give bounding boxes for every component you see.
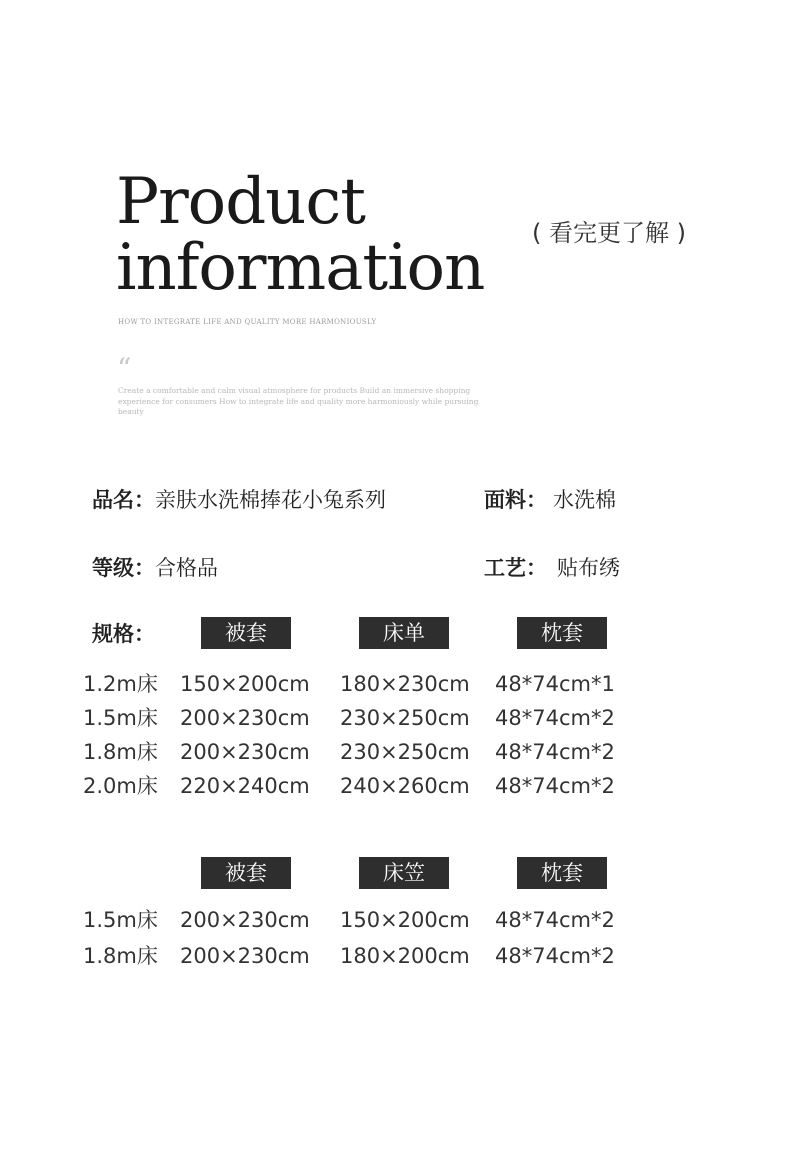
craft-label: 工艺： [484,556,547,580]
pillowcase-size: 48*74cm*1 [495,672,615,696]
duvet-size: 200×230cm [180,908,310,932]
product-name-label: 品名： [92,488,155,512]
table2-header-pillowcase: 枕套 [517,857,607,889]
read-more-label: ( 看完更了解 ) [532,219,686,247]
pillowcase-size: 48*74cm*2 [495,944,615,968]
bed-size: 1.8m床 [83,740,158,764]
spec-label-text: 规格： [92,622,155,646]
fabric-label: 面料： [484,488,547,512]
table1-row [83,703,683,733]
table2-header-duvet: 被套 [201,857,291,889]
sheet-size: 230×250cm [340,740,470,764]
pillowcase-size: 48*74cm*2 [495,706,615,730]
grade [92,552,218,582]
duvet-size: 200×230cm [180,740,310,764]
duvet-size: 200×230cm [180,706,310,730]
table1-row [83,771,683,801]
title-line-1: Product [116,165,365,239]
fabric-value: 水洗棉 [553,488,616,512]
fitted-sheet-size: 150×200cm [340,908,470,932]
bed-size: 1.8m床 [83,944,158,968]
table1-header-pillowcase: 枕套 [517,617,607,649]
sheet-size: 240×260cm [340,774,470,798]
tagline: HOW TO INTEGRATE LIFE AND QUALITY MORE HARMONIOUSLY [118,318,377,326]
product-name [92,484,386,514]
duvet-size: 220×240cm [180,774,310,798]
description-text: Create a comfortable and calm visual atmosphere for products Build an immersive shopping experience for consumers How to integrate life and quality more harmoniously while pursuing beauty [118,386,479,416]
spec-label [92,618,155,648]
table1-row [83,669,683,699]
table1-header-sheet: 床单 [359,617,449,649]
bed-size: 1.2m床 [83,672,158,696]
duvet-size: 150×200cm [180,672,310,696]
fitted-sheet-size: 180×200cm [340,944,470,968]
table2-header-fitted-sheet: 床笠 [359,857,449,889]
duvet-size: 200×230cm [180,944,310,968]
craft [484,552,620,582]
table1-row [83,737,683,767]
fabric [484,484,616,514]
craft-value: 贴布绣 [557,556,620,580]
pillowcase-size: 48*74cm*2 [495,774,615,798]
grade-label: 等级： [92,556,155,580]
bed-size: 1.5m床 [83,908,158,932]
table2-row [83,905,683,935]
bed-size: 2.0m床 [83,774,158,798]
table2-row [83,941,683,971]
grade-value: 合格品 [155,556,218,580]
table1-header-duvet: 被套 [201,617,291,649]
product-name-value: 亲肤水洗棉捧花小兔系列 [155,488,386,512]
pillowcase-size: 48*74cm*2 [495,740,615,764]
bed-size: 1.5m床 [83,706,158,730]
sheet-size: 230×250cm [340,706,470,730]
quote-mark-icon: “ [117,352,132,385]
sheet-size: 180×230cm [340,672,470,696]
title-line-2: information [116,231,485,305]
pillowcase-size: 48*74cm*2 [495,908,615,932]
